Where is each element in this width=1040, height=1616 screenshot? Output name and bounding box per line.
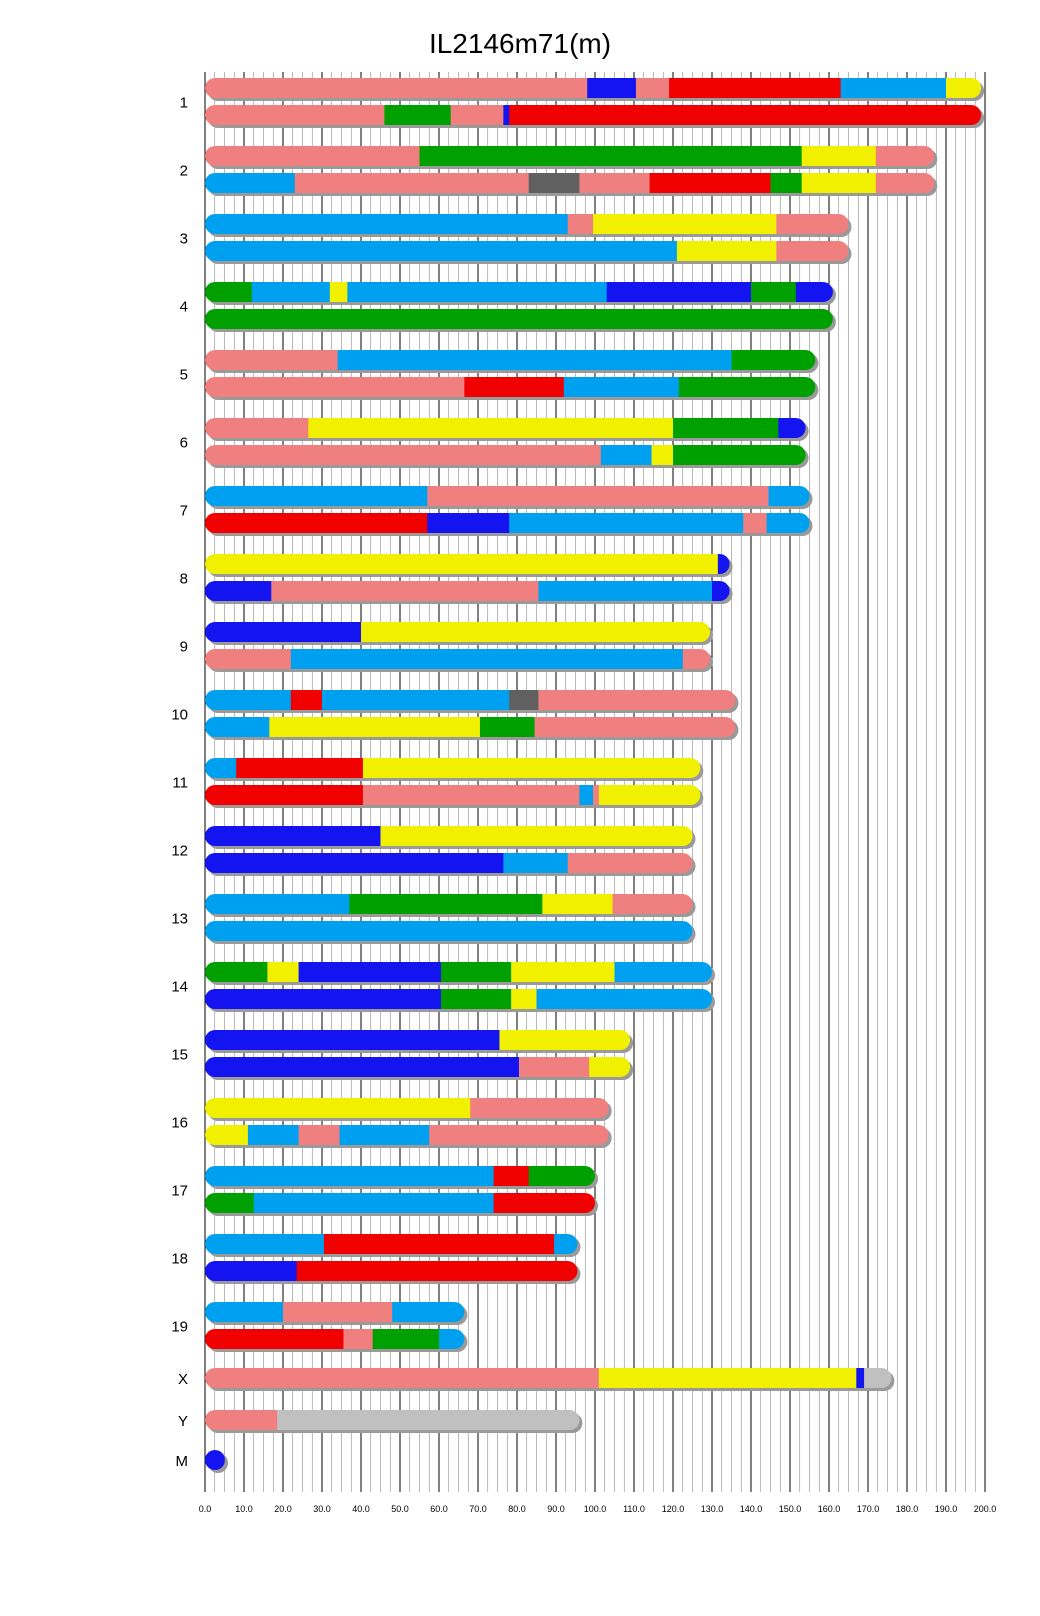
haplotype-bar <box>205 1368 894 1391</box>
haplotype-bar <box>205 690 738 713</box>
bar-segment <box>381 826 693 846</box>
bar-segment <box>205 241 677 261</box>
bar-segment <box>529 173 580 193</box>
bar-segment <box>271 581 538 601</box>
x-tick-label: 70.0 <box>469 1504 487 1514</box>
x-tick-label: 110.0 <box>623 1504 645 1514</box>
bar-segment <box>519 1057 590 1077</box>
bar-segment <box>205 445 601 465</box>
bar-segment <box>236 758 363 778</box>
bar-segment <box>254 1193 494 1213</box>
bar-segment <box>650 173 771 193</box>
bar-segment <box>568 853 693 873</box>
chromosome-label: 1 <box>179 94 188 112</box>
x-tick-label: 90.0 <box>547 1504 565 1514</box>
chromosome-labels <box>171 95 188 1471</box>
chromosome-label: 3 <box>179 230 188 248</box>
bar-segment <box>363 758 701 778</box>
bar-segment <box>613 894 693 914</box>
bar-segment <box>464 377 564 397</box>
bar-segment <box>205 581 272 601</box>
bar-segment <box>677 241 777 261</box>
bar-segment <box>776 214 848 234</box>
haplotype-bar <box>205 282 836 305</box>
bar-segment <box>427 513 509 533</box>
haplotype-bar <box>205 649 713 672</box>
bar-segment <box>503 853 568 873</box>
bar-segment <box>679 377 816 397</box>
haplotype-bar <box>205 1261 580 1284</box>
bar-segment <box>347 282 607 302</box>
bar-segment <box>509 105 981 125</box>
bar-segment <box>205 785 363 805</box>
bar-segment <box>340 1125 430 1145</box>
bar-segment <box>593 785 599 805</box>
chromosome-label: 19 <box>171 1318 188 1336</box>
bar-segment <box>796 282 833 302</box>
haplotype-bar <box>205 1125 612 1148</box>
bar-segment <box>291 690 323 710</box>
bar-segment <box>205 826 381 846</box>
bar-segment <box>480 717 535 737</box>
haplotype-bar <box>205 78 984 101</box>
bar-segment <box>776 241 848 261</box>
haplotype-bar <box>205 554 733 577</box>
haplotype-bar <box>205 962 715 985</box>
bar-segment <box>537 989 713 1009</box>
bar-segment <box>205 1234 324 1254</box>
bar-segment <box>599 1368 857 1388</box>
haplotype-bar <box>205 1030 633 1053</box>
bar-segment <box>205 989 441 1009</box>
bar-segment <box>876 146 935 166</box>
bar-segment <box>494 1166 529 1186</box>
bar-segment <box>511 962 615 982</box>
chromosome-label: X <box>177 1371 188 1388</box>
x-tick-label: 50.0 <box>391 1504 409 1514</box>
bar-segment <box>499 1030 630 1050</box>
x-tick-label: 60.0 <box>430 1504 448 1514</box>
bar-segment <box>743 513 767 533</box>
x-tick-label: 170.0 <box>856 1504 880 1514</box>
x-tick-label: 190.0 <box>934 1504 958 1514</box>
haplotype-bar <box>205 1329 467 1352</box>
bar-segment <box>205 690 291 710</box>
haplotype-bar <box>205 758 703 781</box>
haplotype-bar <box>205 350 818 373</box>
bar-segment <box>538 581 712 601</box>
bar-segment <box>535 717 736 737</box>
haplotype-bar <box>205 1410 582 1433</box>
bar-segment <box>205 105 385 125</box>
haplotype-bar <box>205 853 696 876</box>
bar-segment <box>324 1234 554 1254</box>
bar-segment <box>429 1125 609 1145</box>
bar-segment <box>205 214 568 234</box>
bar-segment <box>363 785 580 805</box>
bar-segment <box>205 962 268 982</box>
x-tick-label: 10.0 <box>235 1504 253 1514</box>
haplotype-bar <box>205 989 715 1012</box>
bar-segment <box>470 1098 609 1118</box>
bar-segment <box>205 1193 254 1213</box>
bar-segment <box>427 486 769 506</box>
haplotype-bar <box>205 1193 598 1216</box>
haplotype-bar <box>205 1234 580 1257</box>
bar-segment <box>946 78 981 98</box>
bar-segment <box>856 1368 864 1388</box>
bar-segment <box>205 649 291 669</box>
bar-segment <box>420 146 803 166</box>
x-tick-label: 180.0 <box>895 1504 919 1514</box>
bar-segment <box>864 1368 892 1388</box>
bar-segment <box>876 173 935 193</box>
bar-segment <box>636 78 669 98</box>
x-tick-label: 40.0 <box>352 1504 370 1514</box>
chart-title: IL2146m71(m) <box>428 28 612 59</box>
bar-segment <box>205 513 428 533</box>
bar-segment <box>669 78 841 98</box>
x-tick-label: 30.0 <box>313 1504 331 1514</box>
bar-segment <box>205 486 428 506</box>
bar-segment <box>205 1261 297 1281</box>
bar-segment <box>252 282 330 302</box>
bar-segment <box>751 282 796 302</box>
bar-segment <box>277 1410 580 1430</box>
haplotype-bar <box>205 1098 612 1121</box>
chromosome-label: 13 <box>171 910 188 928</box>
bar-segment <box>587 78 636 98</box>
bar-segment <box>299 962 442 982</box>
bar-segment <box>673 418 779 438</box>
bar-segment <box>538 690 735 710</box>
bar-segment <box>205 146 420 166</box>
haplotype-bar <box>205 921 696 944</box>
haplotype-bar <box>205 241 852 264</box>
chromosome-label: 12 <box>171 842 188 860</box>
bar-segment <box>205 418 309 438</box>
haplotype-bar <box>205 1057 633 1080</box>
bar-segment <box>564 377 679 397</box>
bar-segment <box>248 1125 299 1145</box>
bar-segment <box>392 1302 464 1322</box>
haplotype-bar <box>205 513 813 536</box>
bar-segment <box>673 445 806 465</box>
bar-segment <box>373 1329 440 1349</box>
haplotype-bar <box>205 105 984 128</box>
bar-segment <box>205 717 270 737</box>
bar-segment <box>439 1329 465 1349</box>
bar-segment <box>205 1125 248 1145</box>
chromosome-label: 10 <box>171 706 188 724</box>
haplotype-bar <box>205 1166 598 1189</box>
bar-segment <box>451 105 504 125</box>
bar-segment <box>205 853 504 873</box>
bar-segment <box>205 1057 519 1077</box>
bar-segment <box>441 962 512 982</box>
bar-segment <box>322 690 510 710</box>
bar-segment <box>205 282 252 302</box>
bar-segment <box>529 1166 596 1186</box>
bar-segment <box>205 894 350 914</box>
bar-segment <box>769 486 810 506</box>
chromosome-label: Y <box>177 1413 188 1430</box>
x-tick-label: 120.0 <box>661 1504 685 1514</box>
bar-segment <box>771 173 803 193</box>
bar-segment <box>802 173 876 193</box>
x-tick-label: 200.0 <box>973 1504 997 1514</box>
haplotype-bar <box>205 418 809 441</box>
haplotype-bar <box>205 826 696 849</box>
bar-segment <box>568 214 594 234</box>
haplotype-bar <box>205 486 813 509</box>
chromosome-label: 8 <box>179 570 188 588</box>
bar-segment <box>205 377 465 397</box>
bar-segment <box>205 1302 283 1322</box>
bar-segment <box>308 418 673 438</box>
bar-segment <box>205 554 718 574</box>
haplotype-bar <box>205 894 696 917</box>
bar-segment <box>267 962 299 982</box>
haplotype-bar <box>205 622 713 645</box>
bar-segment <box>607 282 752 302</box>
bar-segment <box>542 894 613 914</box>
bar-segment <box>205 1030 500 1050</box>
bar-segment <box>778 418 806 438</box>
bar-segment <box>205 350 338 370</box>
bar-segment <box>338 350 732 370</box>
x-tick-label: 150.0 <box>778 1504 802 1514</box>
bar-segment <box>330 282 348 302</box>
x-tick-label: 140.0 <box>739 1504 763 1514</box>
bar-segment <box>732 350 816 370</box>
bar-segment <box>297 1261 578 1281</box>
chromosome-label: 5 <box>179 366 188 384</box>
bar-segment <box>295 173 529 193</box>
bar-segment <box>269 717 480 737</box>
bar-segment <box>441 989 512 1009</box>
haplotype-bar <box>205 1302 467 1325</box>
x-tick-label: 0.0 <box>198 1504 212 1514</box>
chromosome-label: 2 <box>179 162 188 180</box>
bar-segment <box>205 1368 599 1388</box>
haplotype-bar <box>205 309 836 332</box>
x-tick-label: 160.0 <box>817 1504 841 1514</box>
bar-segment <box>509 690 539 710</box>
chromosome-label: 16 <box>171 1114 188 1132</box>
chromosome-label: 18 <box>171 1250 188 1268</box>
x-tick-label: 20.0 <box>274 1504 292 1514</box>
bar-segment <box>802 146 876 166</box>
bar-segment <box>349 894 542 914</box>
x-tick-label: 80.0 <box>508 1504 526 1514</box>
bar-segment <box>205 1329 344 1349</box>
bar-segment <box>361 622 710 642</box>
haplotype-bar <box>205 785 703 808</box>
bar-segment <box>283 1302 393 1322</box>
chromosome-label: 15 <box>171 1046 188 1064</box>
chromosome-label: 4 <box>179 298 188 316</box>
bar-segment <box>205 921 693 941</box>
bar-segment <box>593 214 777 234</box>
bar-segment <box>494 1193 596 1213</box>
chromosome-label: 9 <box>179 638 188 656</box>
bar-segment <box>841 78 947 98</box>
bar-segment <box>767 513 810 533</box>
bar-segment <box>511 989 537 1009</box>
bar-segment <box>579 173 650 193</box>
bar-segment <box>601 445 652 465</box>
chromosome-label: 7 <box>179 502 188 520</box>
bar-segment <box>615 962 713 982</box>
chromosome-label: 6 <box>179 434 188 452</box>
bar-segment <box>205 758 237 778</box>
haplotype-bar <box>205 146 937 169</box>
x-tick-label: 130.0 <box>700 1504 724 1514</box>
bar-segment <box>291 649 683 669</box>
bar-segment <box>599 785 701 805</box>
bar-segment <box>205 1410 277 1430</box>
bar-segment <box>343 1329 373 1349</box>
chromosome-label: 11 <box>172 774 188 792</box>
haplotype-bar <box>205 214 852 237</box>
x-tick-label: 100.0 <box>583 1504 607 1514</box>
bar-segment <box>205 1450 225 1470</box>
haplotype-bar <box>205 445 809 468</box>
x-axis-ticks <box>199 1504 997 1514</box>
haplotype-bar <box>205 581 733 604</box>
bar-segment <box>205 173 295 193</box>
bar-segment <box>205 1098 471 1118</box>
bar-segment <box>509 513 743 533</box>
haplotype-bar <box>205 173 937 196</box>
bar-segment <box>205 78 588 98</box>
bar-segment <box>299 1125 340 1145</box>
bar-segment <box>554 1234 578 1254</box>
chromosome-label: M <box>175 1453 188 1470</box>
bar-segment <box>652 445 674 465</box>
bar-segment <box>683 649 711 669</box>
bar-segment <box>579 785 593 805</box>
bar-segment <box>503 105 509 125</box>
bar-segment <box>589 1057 630 1077</box>
bar-segment <box>205 1166 494 1186</box>
chromosome-label: 17 <box>171 1182 188 1200</box>
haplotype-bar <box>205 377 818 400</box>
bar-segment <box>384 105 451 125</box>
bar-segment <box>205 309 833 329</box>
chromosome-label: 14 <box>171 978 188 996</box>
haplotype-bar <box>205 717 738 740</box>
bar-segment <box>205 622 361 642</box>
